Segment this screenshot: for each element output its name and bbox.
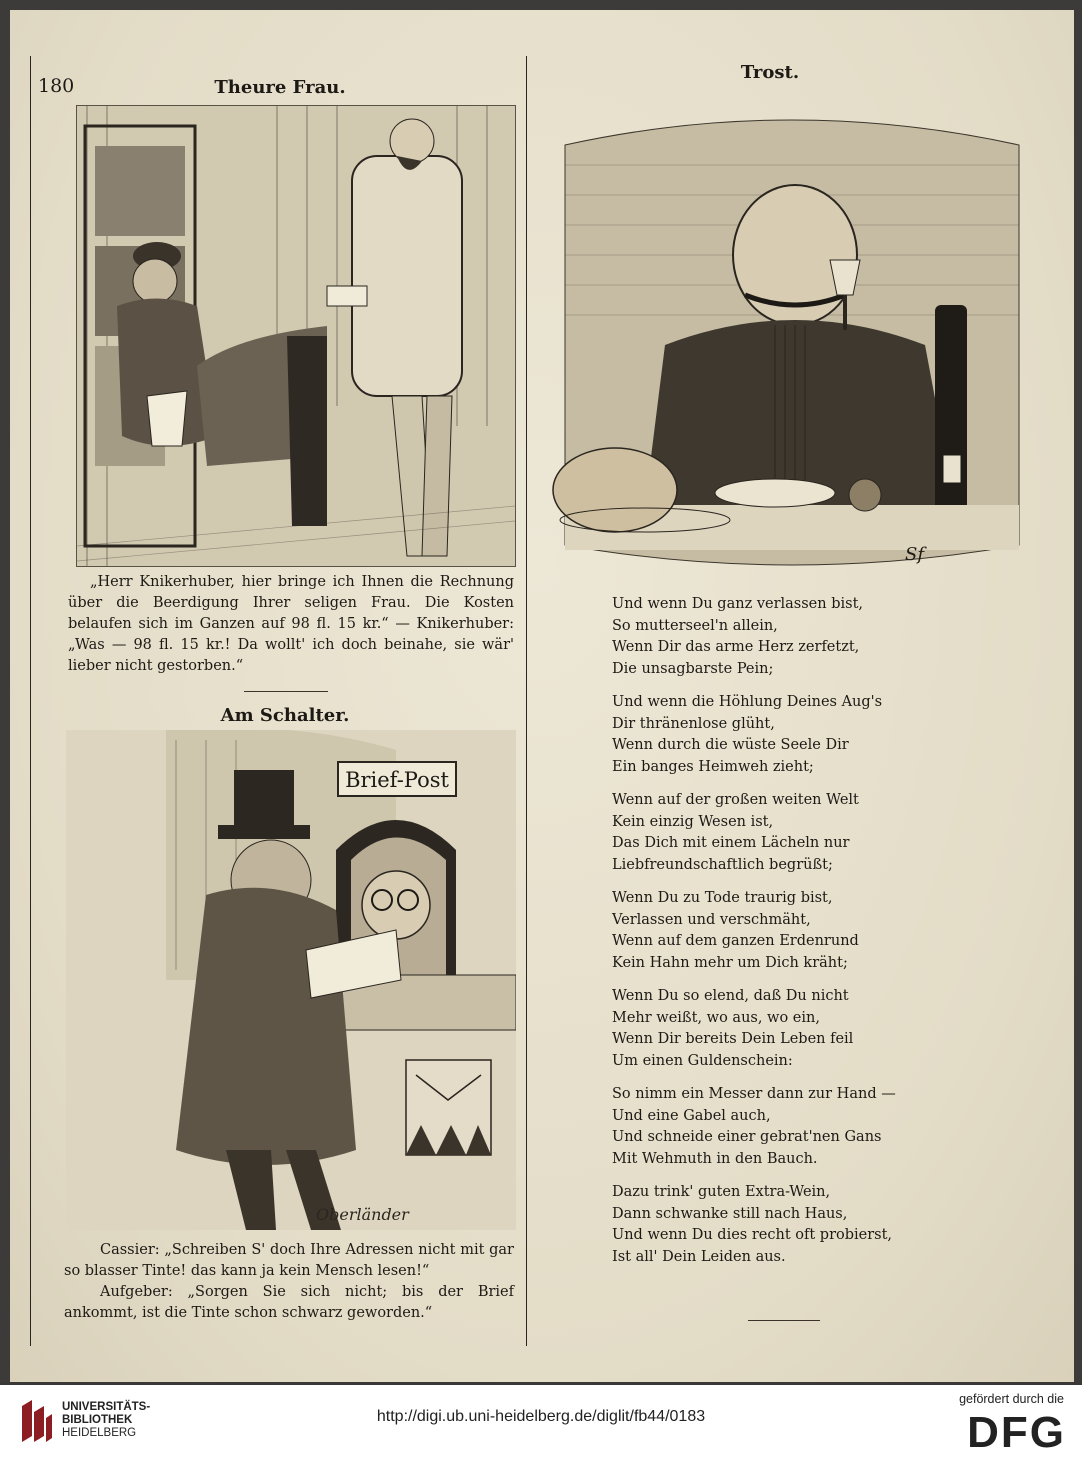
poem-line: Wenn Dir das arme Herz zerfetzt, bbox=[612, 639, 860, 655]
poem-line: Dir thränenlose glüht, bbox=[612, 715, 775, 732]
cartoon-title-am-schalter: Am Schalter. bbox=[220, 705, 350, 726]
poem-line: Ein banges Heimweh zieht; bbox=[612, 758, 814, 775]
poem-line: Und wenn Du dies recht oft probierst, bbox=[612, 1227, 893, 1243]
caption-theure-frau-text: „Herr Knikerhuber, hier bringe ich Ihnen die Rechnung über die Beerdigung Ihrer seligen Frau. Die Kosten belaufen sich im Ganzen auf 98 fl. 15 kr.“ — Knikerhuber: „Was — 98 fl. 15 kr.! Da wollt' ich doch beinahe, sie wär' lieber nicht gestorben.“ bbox=[68, 574, 514, 674]
poem-stanza bbox=[612, 1084, 942, 1170]
poem-line: Liebfreundschaftlich begrüßt; bbox=[612, 856, 833, 873]
illustration-post-counter bbox=[66, 730, 516, 1230]
poem-line: Die unsagbarste Pein; bbox=[612, 660, 774, 677]
poem-line: Verlassen und verschmäht, bbox=[612, 911, 811, 928]
poem-line: Mehr weißt, wo aus, wo ein, bbox=[612, 1009, 820, 1026]
caption-theure-frau bbox=[68, 572, 514, 677]
illustration-funeral-bill bbox=[76, 105, 516, 567]
caption-am-schalter bbox=[64, 1240, 514, 1324]
poem-line: Wenn Du zu Tode traurig bist, bbox=[612, 890, 833, 906]
funding-note: gefördert durch die bbox=[959, 1392, 1064, 1406]
poem-stanza bbox=[612, 692, 942, 778]
poem-line: Kein einzig Wesen ist, bbox=[612, 813, 774, 830]
artist-signature: Oberländer bbox=[316, 1205, 409, 1224]
sign-brief-post: Brief-Post bbox=[345, 768, 449, 792]
poem-stanza bbox=[612, 888, 942, 974]
poem-title-trost: Trost. bbox=[740, 62, 800, 83]
poem-line: Mit Wehmuth in den Bauch. bbox=[612, 1150, 818, 1167]
poem-line: Wenn auf der großen weiten Welt bbox=[612, 792, 859, 808]
library-line-3: HEIDELBERG bbox=[62, 1427, 137, 1439]
poem-line: Und wenn Du ganz verlassen bist, bbox=[612, 596, 864, 612]
library-line-2: BIBLIOTHEK bbox=[62, 1414, 133, 1426]
poem-line: Und eine Gabel auch, bbox=[612, 1107, 771, 1124]
cartoon-title-theure-frau: Theure Frau. bbox=[214, 77, 346, 98]
poem-line: So mutterseel'n allein, bbox=[612, 617, 778, 634]
poem-stanza bbox=[612, 594, 942, 680]
poem-line: Und wenn die Höhlung Deines Aug's bbox=[612, 694, 883, 710]
svg-text:Sf: Sf bbox=[905, 544, 924, 565]
permalink-url[interactable]: http://digi.ub.uni-heidelberg.de/diglit/fb44/0183 bbox=[376, 1408, 706, 1425]
poem-line: Dann schwanke still nach Haus, bbox=[612, 1205, 848, 1222]
section-divider-left bbox=[244, 691, 328, 692]
illustration-man-with-wine bbox=[545, 105, 1039, 575]
poem-stanza bbox=[612, 1182, 942, 1268]
poem-trost bbox=[612, 594, 942, 1280]
poem-stanza bbox=[612, 986, 942, 1072]
poem-line: Und schneide einer gebrat'nen Gans bbox=[612, 1129, 882, 1145]
column-rule-middle bbox=[526, 56, 527, 1346]
poem-line: Wenn Du so elend, daß Du nicht bbox=[612, 988, 849, 1004]
poem-line: Das Dich mit einem Lächeln nur bbox=[612, 835, 850, 851]
page-number: 180 bbox=[38, 75, 75, 97]
section-divider-right bbox=[748, 1320, 820, 1321]
poem-line: Um einen Guldenschein: bbox=[612, 1052, 793, 1069]
poem-line: Wenn durch die wüste Seele Dir bbox=[612, 737, 849, 753]
caption-am-schalter-line1: Cassier: „Schreiben S' doch Ihre Adressen nicht mit gar so blasser Tinte! das kann ja kein Mensch lesen!“ bbox=[64, 1242, 514, 1279]
poem-line: Dazu trink' guten Extra-Wein, bbox=[612, 1184, 831, 1200]
poem-line: Ist all' Dein Leiden aus. bbox=[612, 1248, 786, 1265]
poem-line: Wenn Dir bereits Dein Leben feil bbox=[612, 1031, 854, 1047]
poem-stanza bbox=[612, 790, 942, 876]
library-line-1: UNIVERSITÄTS- bbox=[62, 1401, 151, 1413]
poem-line: Wenn auf dem ganzen Erdenrund bbox=[612, 933, 859, 949]
poem-line: Kein Hahn mehr um Dich kräht; bbox=[612, 954, 848, 971]
column-rule-left bbox=[30, 56, 31, 1346]
caption-am-schalter-line2: Aufgeber: „Sorgen Sie sich nicht; bis der Brief ankommt, ist die Tinte schon schwarz geworden.“ bbox=[64, 1284, 514, 1321]
dfg-logo: DFG bbox=[967, 1408, 1066, 1457]
poem-line: So nimm ein Messer dann zur Hand — bbox=[612, 1086, 896, 1102]
